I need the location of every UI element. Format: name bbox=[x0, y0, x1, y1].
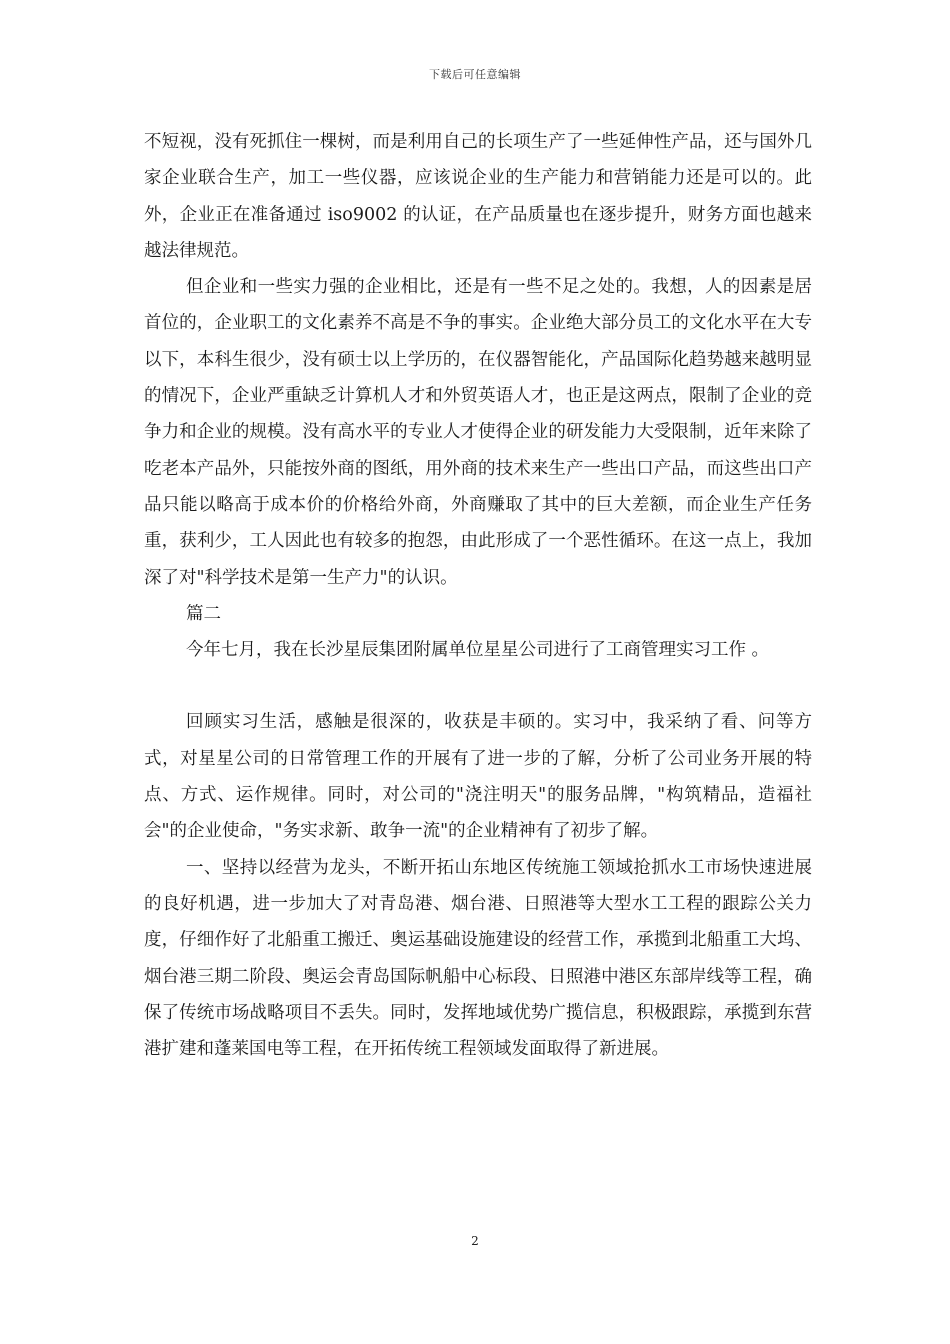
page-number: 2 bbox=[471, 1234, 479, 1248]
paragraph-continuation: 不短视，没有死抓住一棵树，而是利用自己的长项生产了一些延伸性产品，还与国外几家企业联合生产，加工一些仪器，应该说企业的生产能力和营销能力还是可以的。此外，企业正在准备通过 iso9002 的认证，在产品质量也在逐步提升，财务方面也越来越法律规范。 bbox=[144, 132, 812, 261]
page-header: 下载后可任意编辑 bbox=[429, 68, 521, 81]
section-heading: 篇二 bbox=[186, 603, 221, 624]
paragraph-review: 回顾实习生活，感触是很深的，收获是丰硕的。实习中，我采纳了看、问等方式，对星星公司的日常管理工作的开展有了进一步的了解，分析了公司业务开展的特点、方式、运作规律。同时，对公司的"浇注明天"的服务品牌，"构筑精品，造福社会"的企业使命，"务实求新、敢争一流"的企业精神有了初步了解。 bbox=[144, 712, 812, 842]
paragraph-shortcomings: 但企业和一些实力强的企业相比，还是有一些不足之处的。我想，人的因素是居首位的，企业职工的文化素养不高是不争的事实。企业绝大部分员工的文化水平在大专以下，本科生很少，没有硕士以上学历的，在仪器智能化，产品国际化趋势越来越明显的情况下，企业严重缺乏计算机人才和外贸英语人才，也正是这两点，限制了企业的竞争力和企业的规模。没有高水平的专业人才使得企业的研发能力大受限制，近年来除了吃老本产品外，只能按外商的图纸，用外商的技术来生产一些出口产品，而这些出口产品只能以略高于成本价的价格给外商，外商赚取了其中的巨大差额，而企业生产任务重，获利少，工人因此也有较多的抱怨，由此形成了一个恶性循环。在这一点上，我加深了对"科学技术是第一生产力"的认识。 bbox=[144, 277, 812, 588]
paragraph-intro: 今年七月，我在长沙星辰集团附属单位星星公司进行了工商管理实习工作 。 bbox=[186, 640, 770, 661]
paragraph-point-one: 一、坚持以经营为龙头，不断开拓山东地区传统施工领域抢抓水工市场快速进展的良好机遇，进一步加大了对青岛港、烟台港、日照港等大型水工工程的跟踪公关力度，仔细作好了北船重工搬迁、奥运基础设施建设的经营工作，承揽到北船重工大坞、烟台港三期二阶段、奥运会青岛国际帆船中心标段、日照港中港区东部岸线等工程，确保了传统市场战略项目不丢失。同时，发挥地域优势广揽信息，积极跟踪，承揽到东营港扩建和蓬莱国电等工程，在开拓传统工程领域发面取得了新进展。 bbox=[144, 857, 812, 1060]
document-body bbox=[144, 124, 812, 1067]
